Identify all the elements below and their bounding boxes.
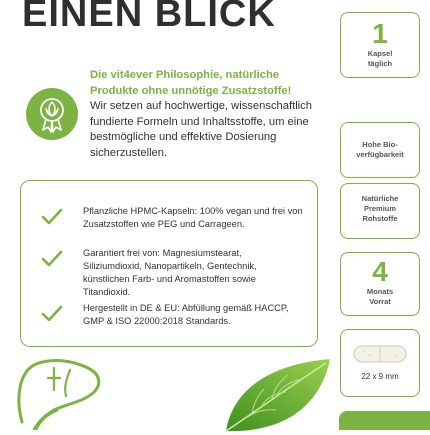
supply-label-2: Vorrat bbox=[369, 297, 391, 306]
liver-icon bbox=[14, 350, 104, 430]
check-icon bbox=[41, 249, 63, 269]
leaf-icon bbox=[222, 355, 334, 435]
supply-card bbox=[340, 252, 420, 316]
raw-materials-card bbox=[340, 183, 420, 239]
supply-number: 4 bbox=[372, 256, 388, 287]
dosage-number: 1 bbox=[372, 18, 388, 49]
intro-highlight: Die vit4ever Philosophie, natürliche Produkte ohne unnötige Zusatzstoffe! bbox=[90, 69, 292, 97]
bioavailability-label-2: verfügbarkeit bbox=[356, 150, 404, 159]
check-icon bbox=[41, 304, 63, 324]
feature-text: Hergestellt in DE & EU: Abfüllung gemäß HACCP, GMP & ISO 22000:2018 Standards. bbox=[83, 303, 289, 326]
feature-text: Garantiert frei von: Magnesiumstearat, Siliziumdioxid, Nanopartikeln, Gentechnik, künstlichen Farb- und Aromastoffen sowie Titandioxid. bbox=[83, 248, 257, 297]
intro-body: Wir setzen auf hochwertige, wissenschaftlich fundierte Formeln und Inhaltsstoffe, um eine bestmögliche und effektive Dosierung sicherzustellen. bbox=[90, 100, 312, 159]
capsule-card bbox=[340, 329, 420, 397]
green-tab bbox=[339, 411, 430, 430]
raw-materials-label-1: Natürliche bbox=[361, 194, 399, 203]
features-panel bbox=[20, 180, 318, 347]
dosage-card bbox=[340, 12, 420, 78]
raw-materials-label-2: Premium bbox=[363, 204, 397, 213]
bioavailability-label-1: Hohe Bio- bbox=[362, 140, 398, 149]
capsule-icon bbox=[350, 340, 410, 368]
check-icon bbox=[41, 207, 63, 227]
capsule-size-label: 22 x 9 mm bbox=[361, 372, 399, 381]
quality-seal-icon bbox=[26, 88, 78, 140]
dosage-label-1: Kapsel bbox=[367, 49, 393, 58]
feature-text: Pflanzliche HPMC-Kapseln: 100% vegan und frei von Zusatzstoffen wie PEG und Carrageen. bbox=[83, 206, 303, 229]
page-title: EINEN BLICK bbox=[22, 0, 276, 35]
bioavailability-card bbox=[340, 122, 420, 178]
raw-materials-label-3: Rohstoffe bbox=[362, 214, 398, 223]
dosage-label-2: täglich bbox=[367, 59, 393, 68]
intro-section bbox=[20, 68, 320, 168]
supply-label-1: Monats bbox=[366, 287, 394, 296]
intro-text bbox=[90, 68, 322, 161]
